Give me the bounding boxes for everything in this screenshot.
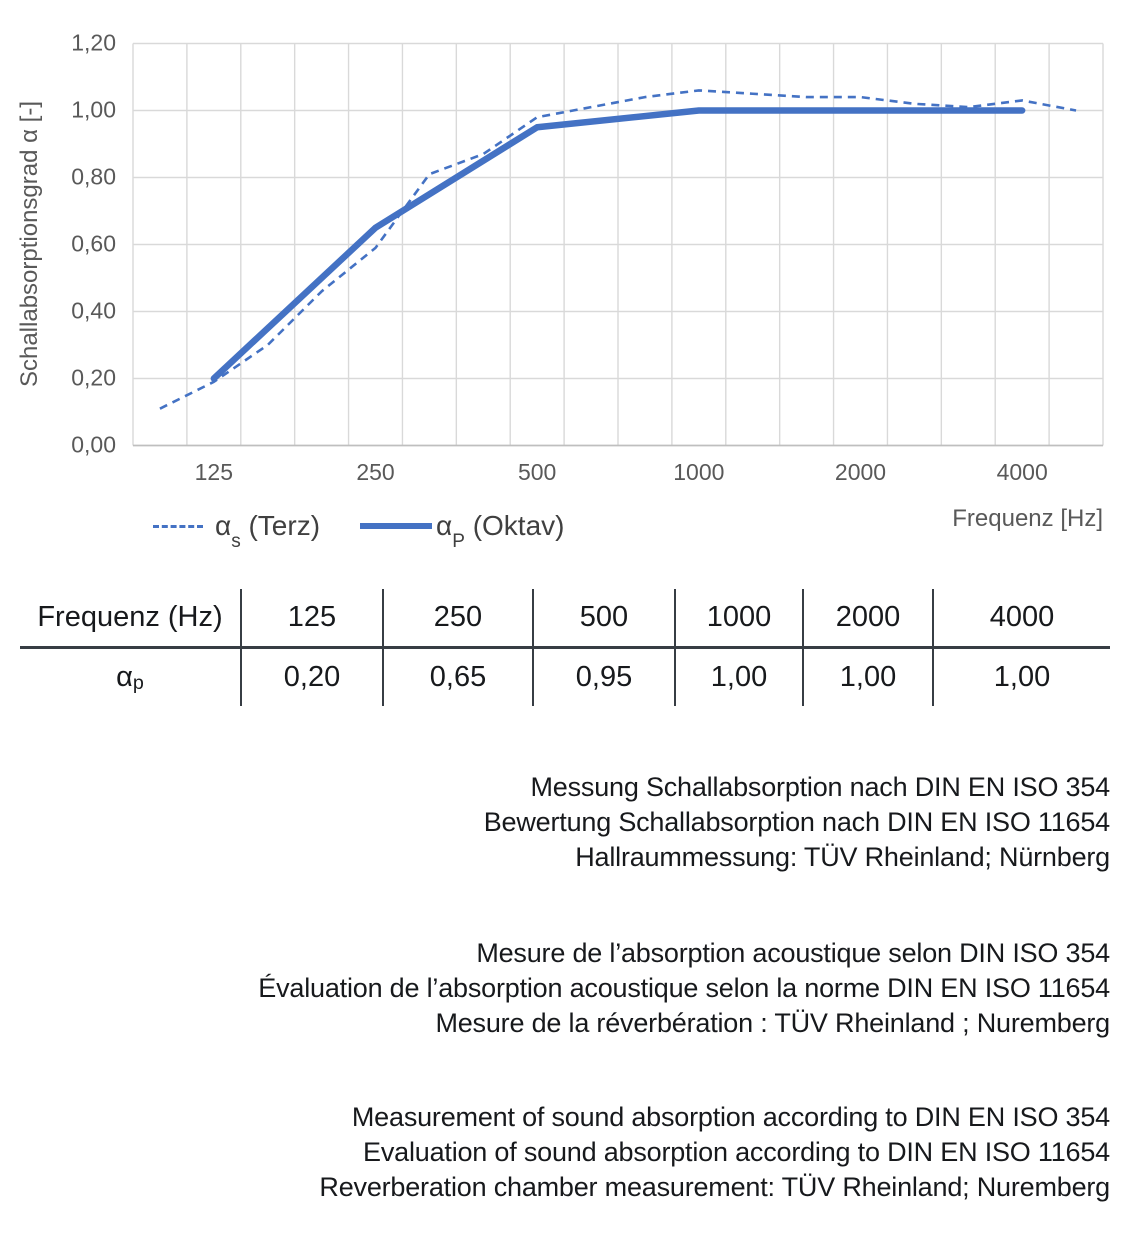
legend-label-terz [215,510,321,552]
y-tick-label: 1,00 [71,96,116,123]
note-line-french: Mesure de l’absorption acoustique selon DIN ISO 354 [476,938,1110,968]
legend-series-name: (Terz) [240,510,321,541]
dashed-line-swatch [153,525,203,528]
legend-series-name: (Oktav) [464,510,565,541]
table-header-cell: 500 [534,589,676,649]
notes-german [0,770,1110,875]
x-tick-label: 250 [356,459,395,485]
legend-subscript: P [452,530,465,552]
table-header-cell: 4000 [934,589,1110,649]
table-header-cell: 1000 [676,589,804,649]
legend-alpha-symbol: α [215,510,232,541]
note-line-german: Hallraummessung: TÜV Rheinland; Nürnberg [575,842,1110,872]
legend-subscript: s [231,530,241,552]
table-value-cell: 0,20 [242,649,384,706]
table-header-cell: 2000 [804,589,934,649]
note-line-english: Evaluation of sound absorption according to DIN EN ISO 11654 [363,1137,1110,1167]
absorption-values-table [20,589,1110,706]
note-line-french: Évaluation de l’absorption acoustique selon la norme DIN EN ISO 11654 [258,973,1110,1003]
solid-line-swatch [360,523,432,529]
table-header-frequency: Frequenz (Hz) [20,589,242,649]
absorption-line-chart [0,0,1135,500]
note-line-french: Mesure de la réverbération : TÜV Rheinland ; Nuremberg [435,1008,1110,1038]
y-tick-label: 1,20 [71,29,116,56]
x-tick-label: 1000 [673,459,725,485]
notes-french [0,936,1110,1041]
table-value-cell: 1,00 [993,661,1051,693]
note-line-german: Messung Schallabsorption nach DIN EN ISO 354 [530,772,1110,802]
note-line-english: Measurement of sound absorption according to DIN EN ISO 354 [351,1102,1110,1132]
legend-alpha-symbol: α [436,510,453,541]
table-value-cell: 1,00 [676,649,804,706]
table-row-label-alpha-p: α $_p$ [20,649,242,706]
y-tick-label: 0,00 [71,431,116,458]
chart-legend [153,510,565,552]
y-tick-label: 0,40 [71,297,116,324]
x-tick-label: 2000 [834,459,887,485]
x-tick-label: 500 [517,459,557,485]
legend-label-oktav [436,510,565,552]
x-axis-title: Frequenz [Hz] [952,505,1103,532]
table-value-cell: 1,00 [804,649,934,706]
note-line-english: Reverberation chamber measurement: TÜV Rheinland; Nuremberg [319,1172,1110,1202]
table-header-cell: 125 [242,589,384,649]
alpha-symbol: α [116,661,133,693]
notes-english [0,1100,1110,1205]
y-axis-title: Schallabsorptionsgrad α [-] [16,100,43,388]
table-value-cell: 0,95 [534,649,676,706]
x-tick-label: 125 [194,459,234,485]
legend-item-terz [153,510,321,552]
x-tick-label: 4000 [996,459,1048,485]
note-line-german: Bewertung Schallabsorption nach DIN EN ISO 11654 [483,807,1110,837]
table-value-cell: 0,65 [384,649,534,706]
y-tick-label: 0,80 [71,163,116,190]
table-header-cell: 250 [384,589,534,649]
y-tick-label: 0,60 [71,230,116,257]
y-tick-label: 0,20 [71,364,116,391]
legend-item-oktav [360,510,565,552]
